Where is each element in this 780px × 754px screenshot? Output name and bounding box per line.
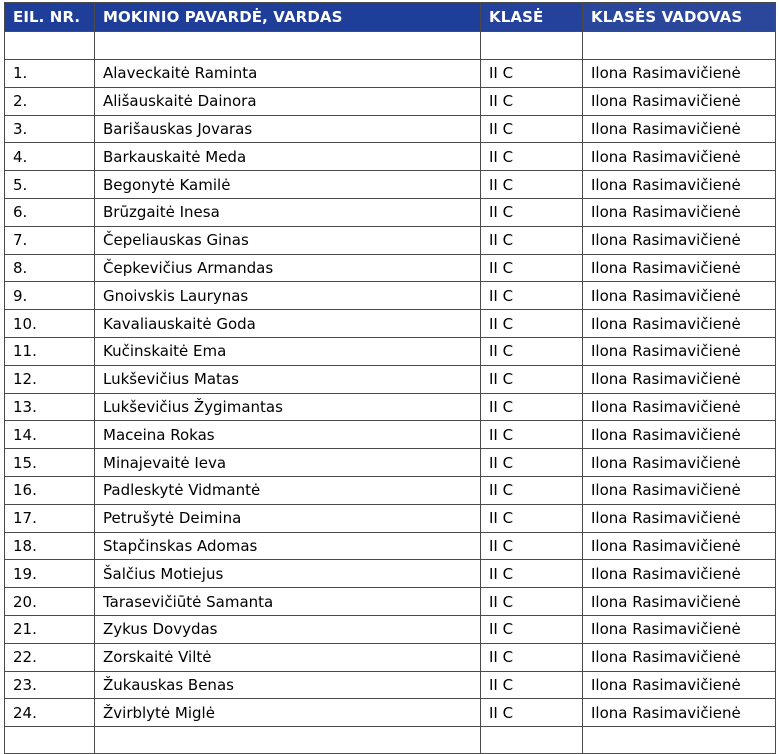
student-name-cell: Šalčius Motiejus bbox=[95, 560, 481, 588]
row-number-cell: 9. bbox=[5, 282, 95, 310]
row-number-cell: 11. bbox=[5, 337, 95, 365]
empty-cell bbox=[95, 32, 481, 60]
class-teacher-cell: Ilona Rasimavičienė bbox=[583, 365, 776, 393]
class-teacher-cell: Ilona Rasimavičienė bbox=[583, 449, 776, 477]
table-body bbox=[5, 32, 776, 754]
class-cell: II C bbox=[481, 365, 583, 393]
student-name-cell: Barišauskas Jovaras bbox=[95, 115, 481, 143]
empty-cell bbox=[481, 32, 583, 60]
row-number-cell: 16. bbox=[5, 476, 95, 504]
class-cell: II C bbox=[481, 671, 583, 699]
empty-row-top bbox=[5, 32, 776, 60]
table-row bbox=[5, 87, 776, 115]
class-cell: II C bbox=[481, 60, 583, 88]
row-number-cell: 6. bbox=[5, 198, 95, 226]
class-cell: II C bbox=[481, 699, 583, 727]
class-teacher-cell: Ilona Rasimavičienė bbox=[583, 532, 776, 560]
row-number-cell: 21. bbox=[5, 615, 95, 643]
student-name-cell: Žukauskas Benas bbox=[95, 671, 481, 699]
class-teacher-cell: Ilona Rasimavičienė bbox=[583, 115, 776, 143]
class-teacher-cell: Ilona Rasimavičienė bbox=[583, 60, 776, 88]
row-number-cell: 15. bbox=[5, 449, 95, 477]
class-cell: II C bbox=[481, 476, 583, 504]
class-cell: II C bbox=[481, 310, 583, 338]
student-name-cell: Lukševičius Žygimantas bbox=[95, 393, 481, 421]
row-number-cell: 12. bbox=[5, 365, 95, 393]
class-teacher-cell: Ilona Rasimavičienė bbox=[583, 504, 776, 532]
table-row bbox=[5, 671, 776, 699]
row-number-cell: 7. bbox=[5, 226, 95, 254]
class-teacher-cell: Ilona Rasimavičienė bbox=[583, 143, 776, 171]
class-cell: II C bbox=[481, 588, 583, 616]
table-row bbox=[5, 282, 776, 310]
table-row bbox=[5, 115, 776, 143]
class-teacher-cell: Ilona Rasimavičienė bbox=[583, 310, 776, 338]
table-row bbox=[5, 476, 776, 504]
student-name-cell: Petrušytė Deimina bbox=[95, 504, 481, 532]
class-teacher-cell: Ilona Rasimavičienė bbox=[583, 671, 776, 699]
row-number-cell: 13. bbox=[5, 393, 95, 421]
row-number-cell: 14. bbox=[5, 421, 95, 449]
student-name-cell: Alaveckaitė Raminta bbox=[95, 60, 481, 88]
table-row bbox=[5, 421, 776, 449]
class-teacher-cell: Ilona Rasimavičienė bbox=[583, 87, 776, 115]
empty-cell bbox=[95, 727, 481, 754]
student-name-cell: Zorskaitė Viltė bbox=[95, 643, 481, 671]
student-name-cell: Čepeliauskas Ginas bbox=[95, 226, 481, 254]
row-number-cell: 1. bbox=[5, 60, 95, 88]
table-row bbox=[5, 643, 776, 671]
class-teacher-cell: Ilona Rasimavičienė bbox=[583, 476, 776, 504]
empty-cell bbox=[583, 727, 776, 754]
class-teacher-cell: Ilona Rasimavičienė bbox=[583, 282, 776, 310]
row-number-cell: 2. bbox=[5, 87, 95, 115]
table-row bbox=[5, 560, 776, 588]
table-row bbox=[5, 365, 776, 393]
row-number-cell: 5. bbox=[5, 171, 95, 199]
student-name-cell: Čepkevičius Armandas bbox=[95, 254, 481, 282]
student-name-cell: Ališauskaitė Dainora bbox=[95, 87, 481, 115]
header-row-number: EIL. NR. bbox=[5, 3, 95, 32]
row-number-cell: 4. bbox=[5, 143, 95, 171]
class-teacher-cell: Ilona Rasimavičienė bbox=[583, 254, 776, 282]
table-row bbox=[5, 699, 776, 727]
student-name-cell: Padleskytė Vidmantė bbox=[95, 476, 481, 504]
student-name-cell: Barkauskaitė Meda bbox=[95, 143, 481, 171]
table-row bbox=[5, 254, 776, 282]
table-row bbox=[5, 393, 776, 421]
header-row bbox=[5, 3, 776, 32]
class-teacher-cell: Ilona Rasimavičienė bbox=[583, 421, 776, 449]
table-row bbox=[5, 310, 776, 338]
row-number-cell: 3. bbox=[5, 115, 95, 143]
class-cell: II C bbox=[481, 532, 583, 560]
table-header bbox=[5, 3, 776, 32]
class-teacher-cell: Ilona Rasimavičienė bbox=[583, 171, 776, 199]
student-name-cell: Begonytė Kamilė bbox=[95, 171, 481, 199]
table-row bbox=[5, 337, 776, 365]
class-cell: II C bbox=[481, 198, 583, 226]
row-number-cell: 24. bbox=[5, 699, 95, 727]
header-student-name: MOKINIO PAVARDĖ, VARDAS bbox=[95, 3, 481, 32]
student-name-cell: Brūzgaitė Inesa bbox=[95, 198, 481, 226]
class-cell: II C bbox=[481, 393, 583, 421]
class-teacher-cell: Ilona Rasimavičienė bbox=[583, 615, 776, 643]
class-cell: II C bbox=[481, 504, 583, 532]
student-name-cell: Kučinskaitė Ema bbox=[95, 337, 481, 365]
class-cell: II C bbox=[481, 282, 583, 310]
class-cell: II C bbox=[481, 115, 583, 143]
class-cell: II C bbox=[481, 421, 583, 449]
table-row bbox=[5, 60, 776, 88]
row-number-cell: 23. bbox=[5, 671, 95, 699]
table-row bbox=[5, 171, 776, 199]
row-number-cell: 18. bbox=[5, 532, 95, 560]
class-teacher-cell: Ilona Rasimavičienė bbox=[583, 226, 776, 254]
table-row bbox=[5, 504, 776, 532]
class-teacher-cell: Ilona Rasimavičienė bbox=[583, 393, 776, 421]
student-name-cell: Tarasevičiūtė Samanta bbox=[95, 588, 481, 616]
student-name-cell: Stapčinskas Adomas bbox=[95, 532, 481, 560]
student-name-cell: Minajevaitė Ieva bbox=[95, 449, 481, 477]
empty-cell bbox=[481, 727, 583, 754]
table-row bbox=[5, 143, 776, 171]
class-teacher-cell: Ilona Rasimavičienė bbox=[583, 198, 776, 226]
class-cell: II C bbox=[481, 449, 583, 477]
table-row bbox=[5, 198, 776, 226]
student-name-cell: Kavaliauskaitė Goda bbox=[95, 310, 481, 338]
student-name-cell: Žvirblytė Miglė bbox=[95, 699, 481, 727]
student-roster-table bbox=[4, 2, 776, 754]
row-number-cell: 17. bbox=[5, 504, 95, 532]
class-cell: II C bbox=[481, 615, 583, 643]
class-teacher-cell: Ilona Rasimavičienė bbox=[583, 337, 776, 365]
table-row bbox=[5, 588, 776, 616]
row-number-cell: 20. bbox=[5, 588, 95, 616]
class-teacher-cell: Ilona Rasimavičienė bbox=[583, 699, 776, 727]
row-number-cell: 19. bbox=[5, 560, 95, 588]
row-number-cell: 10. bbox=[5, 310, 95, 338]
row-number-cell: 22. bbox=[5, 643, 95, 671]
table-row bbox=[5, 449, 776, 477]
empty-cell bbox=[583, 32, 776, 60]
row-number-cell: 8. bbox=[5, 254, 95, 282]
empty-row-bottom bbox=[5, 727, 776, 754]
class-cell: II C bbox=[481, 643, 583, 671]
empty-cell bbox=[5, 32, 95, 60]
class-cell: II C bbox=[481, 171, 583, 199]
table-row bbox=[5, 226, 776, 254]
header-class-teacher: KLASĖS VADOVAS bbox=[583, 3, 776, 32]
empty-cell bbox=[5, 727, 95, 754]
student-name-cell: Gnoivskis Laurynas bbox=[95, 282, 481, 310]
class-teacher-cell: Ilona Rasimavičienė bbox=[583, 560, 776, 588]
student-name-cell: Maceina Rokas bbox=[95, 421, 481, 449]
class-cell: II C bbox=[481, 226, 583, 254]
class-cell: II C bbox=[481, 560, 583, 588]
class-cell: II C bbox=[481, 254, 583, 282]
header-class: KLASĖ bbox=[481, 3, 583, 32]
student-name-cell: Zykus Dovydas bbox=[95, 615, 481, 643]
table-row bbox=[5, 532, 776, 560]
class-teacher-cell: Ilona Rasimavičienė bbox=[583, 643, 776, 671]
class-cell: II C bbox=[481, 337, 583, 365]
class-teacher-cell: Ilona Rasimavičienė bbox=[583, 588, 776, 616]
table-row bbox=[5, 615, 776, 643]
student-name-cell: Lukševičius Matas bbox=[95, 365, 481, 393]
class-cell: II C bbox=[481, 87, 583, 115]
class-cell: II C bbox=[481, 143, 583, 171]
